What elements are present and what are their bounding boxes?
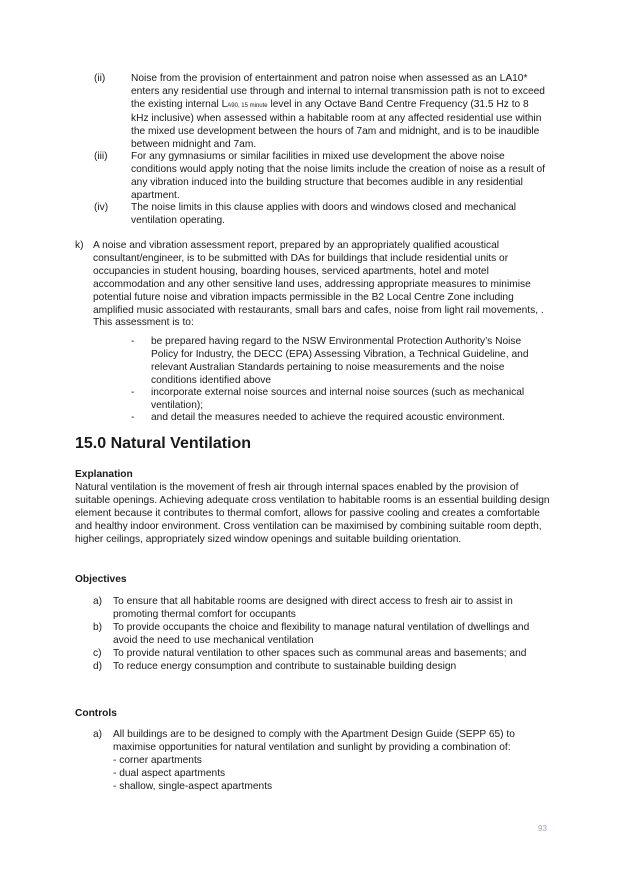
item-text: To provide occupants the choice and flexibility to manage natural ventilation of dwellings and avoid the need to use mechanical ventilation <box>113 622 530 646</box>
item-text: A noise and vibration assessment report, prepared by an appropriately qualified acoustical consultant/engineer, is to be submitted with DAs for buildings that include residential units or occupancies in student housing, boarding houses, serviced apartments, hotel and motel accommodation and any other sensitive land uses, addressing appropriate measures to minimise potential future noise and vibration impacts permissible in the B2 Local Centre Zone including amplified music associated with restaurants, small bars and cafes, noise from light rail movements, . This assessment is to: <box>93 240 544 329</box>
bullet-text: incorporate external noise sources and internal noise sources (such as mechanical ventilation); <box>151 387 525 411</box>
item-number: c) <box>93 648 102 659</box>
explanation-text: Natural ventilation is the movement of fresh air through internal spaces enabled by the provision of suitable openings. Achieving adequate cross ventilation to habitable rooms is an essential building design element because it contributes to thermal comfort, allows for passive cooling and creates a comfortable and healthy indoor environment. Cross ventilation can be maximised by combining suitable room depth, higher ceilings, appropriately sized window openings and suitable building orientation. <box>75 482 550 545</box>
item-number: (iii) <box>94 151 108 162</box>
item-text: For any gymnasiums or similar facilities in mixed use development the above noise conditions would apply noting that the noise limits include the creation of noise as a result of any vibration induced into the building structure that becomes audible in any residential apartment. <box>131 151 545 201</box>
item-text: To ensure that all habitable rooms are designed with direct access to fresh air to assist in promoting thermal comfort for occupants <box>113 596 513 620</box>
item-text-part: level in any Octave Band Centre Frequency (31.5 Hz to 8 kHz inclusive) when assessed within a habitable room at any affected residential use within the mixed use development between the hours of 7am and midnight, and is to be inaudible between midnight and 7am. <box>131 98 542 150</box>
item-number: d) <box>93 661 103 672</box>
item-text: The noise limits in this clause applies with doors and windows closed and mechanical ventilation operating. <box>131 202 517 226</box>
control-text: All buildings are to be designed to comply with the Apartment Design Guide (SEPP 65) to maximise opportunities for natural ventilation and sunlight by providing a combination of: <box>113 729 515 753</box>
item-number: (iv) <box>94 202 109 213</box>
explanation-heading: Explanation <box>75 469 133 480</box>
dash-marker: - <box>131 412 135 423</box>
dash-marker: - <box>131 336 135 347</box>
page-number: 93 <box>538 824 547 833</box>
control-option: - corner apartments <box>113 754 202 766</box>
subscript: A90, 15 minute <box>227 102 268 109</box>
control-option: - shallow, single-aspect apartments <box>113 780 273 792</box>
control-option: - dual aspect apartments <box>113 767 226 779</box>
controls-heading: Controls <box>75 708 117 719</box>
item-number: a) <box>93 729 103 740</box>
bullet-text: and detail the measures needed to achieve the required acoustic environment. <box>151 412 505 423</box>
section-title: 15.0 Natural Ventilation <box>75 435 252 452</box>
item-text: To provide natural ventilation to other spaces such as communal areas and basements; and <box>113 648 527 659</box>
item-text <box>113 729 545 794</box>
item-number: b) <box>93 622 103 633</box>
item-text-part: Noise from the provision of entertainment and patron noise when assessed as an LA10* enters any residential use through and internal to internal transmission path is not to exceed the existing internal L <box>131 73 545 110</box>
item-number: (ii) <box>94 73 106 84</box>
bullet-text: be prepared having regard to the NSW Environmental Protection Authority’s Noise Policy for Industry, the DECC (EPA) Assessing Vibration, a Technical Guideline, and relevant Australian Standards pertaining to noise measurements and the noise conditions identified above <box>151 336 529 386</box>
objectives-heading: Objectives <box>75 574 127 585</box>
item-number: a) <box>93 596 103 607</box>
item-text: To reduce energy consumption and contribute to sustainable building design <box>113 661 457 672</box>
item-text <box>131 73 546 151</box>
item-number: k) <box>75 240 84 251</box>
dash-marker: - <box>131 387 135 398</box>
